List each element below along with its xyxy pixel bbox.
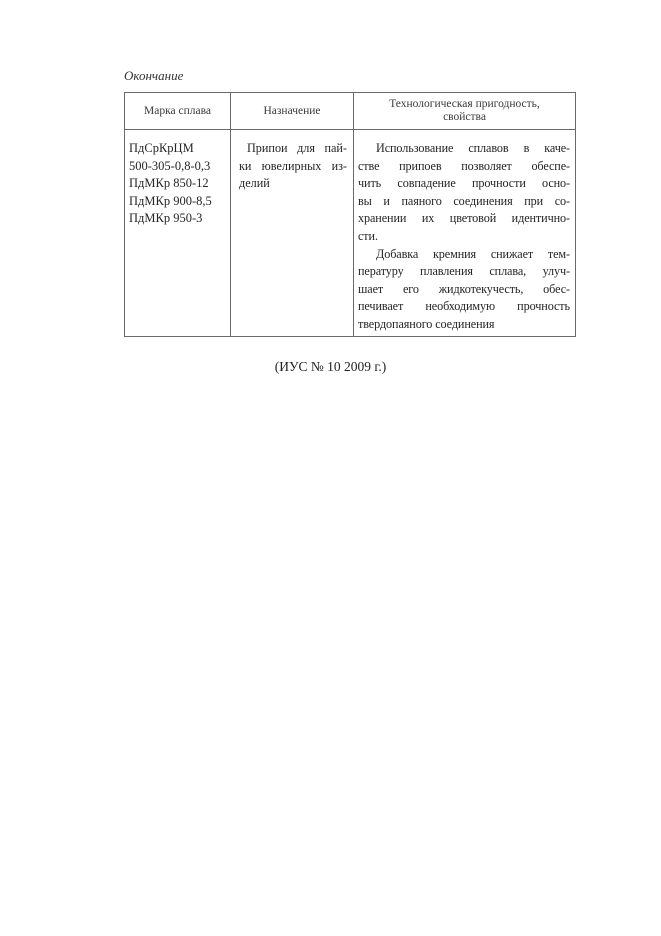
properties-line: шает его жидкотекучесть, обес-: [358, 281, 570, 296]
properties-line: печивает необходимую прочность: [358, 299, 570, 314]
properties-line: чить совпадение прочности осно-: [358, 176, 570, 191]
alloy-grade: ПдМКр 850-12: [129, 176, 209, 191]
properties-line: Использование сплавов в каче-: [376, 141, 570, 155]
table-row: [125, 130, 576, 337]
cell-alloy-grades: [125, 130, 231, 337]
alloy-grade: ПдМКр 900-8,5: [129, 193, 212, 208]
amendment-reference: (ИУС № 10 2009 г.): [274, 359, 387, 374]
purpose-line: ки ювелирных из-: [239, 158, 347, 173]
cell-properties: [354, 130, 576, 337]
purpose-line: делий: [239, 176, 270, 191]
properties-line: вы и паяного соединения при со-: [358, 193, 570, 208]
table-continuation-caption: Окончание: [124, 68, 184, 83]
properties-line: хранении их цветовой идентично-: [358, 211, 570, 226]
properties-line: пературу плавления сплава, улуч-: [358, 264, 570, 279]
alloy-grade: ПдМКр 950-3: [129, 211, 203, 226]
header-purpose: Назначение: [231, 93, 354, 130]
properties-line: Добавка кремния снижает тем-: [376, 246, 570, 261]
alloy-grade: 500-305-0,8-0,3: [129, 158, 211, 173]
cell-purpose: [231, 130, 354, 337]
header-alloy-grade: Марка сплава: [125, 93, 231, 130]
properties-line: сти.: [358, 228, 378, 243]
properties-line: стве припоев позволяет обеспе-: [358, 158, 570, 173]
properties-line: твердопаяного соединения: [358, 316, 495, 331]
purpose-line: Припои для пай-: [247, 141, 347, 155]
header-properties: [354, 93, 576, 130]
header-properties-text: Технологическая пригодность, свойства: [389, 98, 540, 123]
alloy-table: [124, 92, 576, 337]
alloy-grade: ПдСрКрЦМ: [129, 141, 194, 155]
table-header-row: [125, 93, 576, 130]
